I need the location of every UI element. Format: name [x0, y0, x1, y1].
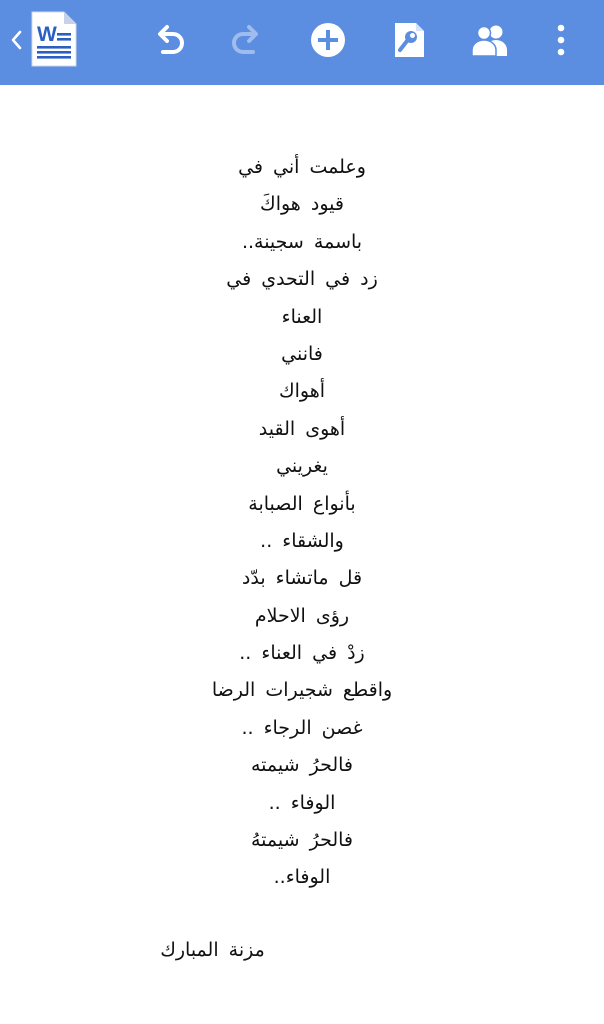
poem-line: قيود هواكَ: [260, 193, 344, 216]
poem-line: أهوى القيد: [258, 417, 346, 440]
poem-line: العناء: [281, 305, 323, 328]
poem-line: فالحرُ شيمتهُ: [250, 829, 353, 852]
poem-line: رؤى الاحلام: [254, 604, 350, 627]
poem-line: غصن الرجاء ..: [241, 716, 363, 739]
poem-line: زدْ في العناء ..: [239, 642, 365, 665]
author-signature: مزنة المبارك: [160, 939, 265, 961]
poem-line: فانني: [281, 342, 323, 365]
poem-line: باسمة سجينة..: [241, 230, 363, 253]
share-button[interactable]: [466, 16, 514, 64]
more-vertical-icon: [537, 20, 577, 60]
undo-icon: [149, 20, 189, 60]
poem-line: الوفاء..: [273, 866, 331, 889]
poem-line: قل ماتشاء بدّد: [241, 567, 363, 590]
undo-button[interactable]: [145, 16, 193, 64]
document-wrench-icon: [389, 20, 429, 60]
poem-line: فالحرُ شيمته: [250, 754, 353, 777]
poem-line: أهواك: [278, 380, 326, 403]
poem-line: زد في التحدي في: [226, 268, 378, 291]
poem-line: والشقاء ..: [260, 529, 344, 552]
add-circle-icon: [308, 20, 348, 60]
poem-line: بأنواع الصبابة: [248, 492, 356, 515]
poem-line: الوفاء ..: [268, 791, 336, 814]
poem-line: وعلمت أني في: [238, 156, 366, 178]
poem-line: يغريني: [276, 455, 328, 478]
poem-text: [0, 149, 604, 897]
chevron-left-icon: [4, 24, 28, 56]
word-document-icon[interactable]: [31, 11, 77, 67]
poem-line: واقطع شجيرات الرضا: [211, 679, 393, 702]
people-icon: [470, 20, 510, 60]
redo-icon: [227, 20, 267, 60]
back-button[interactable]: [4, 24, 28, 56]
redo-button[interactable]: [223, 16, 271, 64]
more-options-button[interactable]: [533, 16, 581, 64]
logo-letter: W: [37, 23, 57, 46]
document-tools-button[interactable]: [385, 16, 433, 64]
document-page[interactable]: [0, 85, 604, 1024]
insert-button[interactable]: [304, 16, 352, 64]
app-toolbar: [0, 0, 604, 85]
